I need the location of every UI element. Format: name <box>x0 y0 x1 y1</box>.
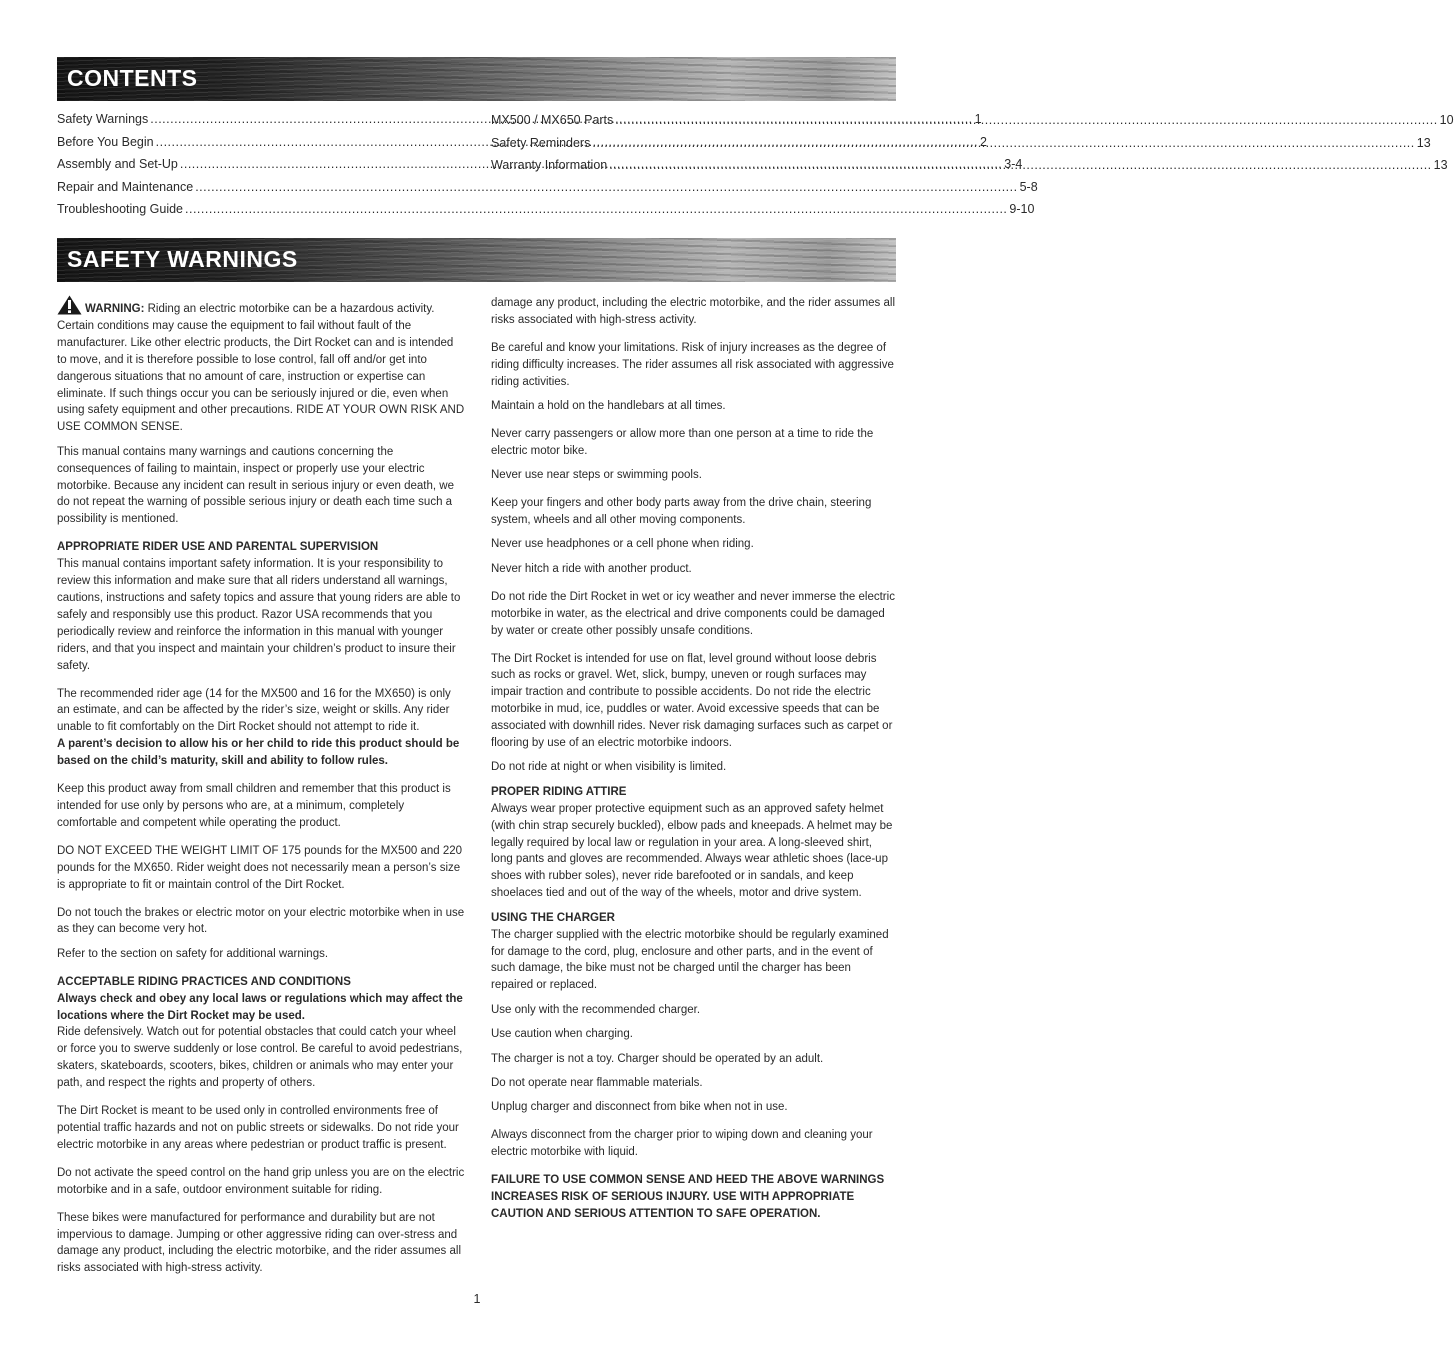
paragraph: The Dirt Rocket is intended for use on flat, level ground without loose debris such as rocks or gravel. Wet, slick, bumpy, uneven or rough surfaces may impair traction and contribute to possible accidents. Do not ride the electric motorbike in mud, ice, puddles or water. Avoid excessive speeds that can be associated with downhill rides. Never risk damaging surfaces such as carpet or flooring by use of an electric motorbike indoors. <box>491 652 893 750</box>
final-warning: FAILURE TO USE COMMON SENSE AND HEED THE ABOVE WARNINGS INCREASES RISK OF SERIOUS INJURY. USE WITH APPROPRIATE CAUTION AND SERIOUS ATTENTION TO SAFE OPERATION. <box>491 1174 885 1220</box>
paragraph: This manual contains important safety information. It is your responsibility to review this information and make sure that all riders understand all warnings, cautions, instructions and safety topics and assure that young riders are able to safely and responsibly use this product. Razor USA recommends that you periodically review and reinforce the information in this manual with younger riders, and that you inspect and maintain your children’s product to insure their safety. <box>57 558 461 672</box>
paragraph: The charger supplied with the electric motorbike should be regularly examined for damage to the cord, plug, enclosure and other parts, and in the event of such damage, the bike must not be charged until the charger has been repaired or replaced. <box>491 928 889 992</box>
paragraph: Never carry passengers or allow more than one person at a time to ride the electric motor bike. <box>491 427 874 457</box>
right-text-column <box>491 295 896 1230</box>
toc-entry[interactable]: MX500 / MX650 Parts ..... 10 <box>491 109 891 132</box>
paragraph: Never hitch a ride with another product. <box>491 562 692 575</box>
paragraph: The recommended rider age (14 for the MX500 and 16 for the MX650) is only an estimate, and can be affected by the rider’s size, weight or skills. Any rider unable to fit comfortably on the Dirt Rocket should not attempt to ride it. A parent’s decision to allow his or her child to ride this product should be based on the child’s maturity, skill and ability to follow rules. <box>57 687 460 768</box>
page-number: 1 <box>473 1292 481 1306</box>
paragraph: Always disconnect from the charger prior to wiping down and cleaning your electric motorbike with liquid. <box>491 1129 873 1159</box>
paragraph: Do not ride at night or when visibility is limited. <box>491 761 727 774</box>
warning-label: WARNING: <box>85 303 145 315</box>
paragraph: Maintain a hold on the handlebars at all times. <box>491 400 726 413</box>
warning-paragraph: WARNING: Riding an electric motorbike can be a hazardous activity. Certain conditions may cause the equipment to fail without fault of the manufacturer. Like other electric products, the Dirt Rocket can and is intended to move, and it is therefore possible to lose control, fall off and/or get into dangerous situations that no amount of care, instruction or expertise can eliminate. If such things occur you can be seriously injured or die, even when using safety equipment and other precautions. RIDE AT YOUR OWN RISK AND USE COMMON SENSE. <box>57 295 465 436</box>
paragraph: Keep this product away from small children and remember that this product is intended for use only by persons who are, at a minimum, completely comfortable and competent while operating the product. <box>57 783 451 829</box>
section-heading: PROPER RIDING ATTIRE <box>491 785 627 798</box>
warning-triangle-icon <box>57 295 82 315</box>
paragraph: Do not touch the brakes or electric motor on your electric motorbike when in use as they can become very hot. <box>57 906 465 936</box>
paragraph: Do not activate the speed control on the hand grip unless you are on the electric motorbike and in a safe, outdoor environment suitable for riding. <box>57 1166 465 1196</box>
paragraph: The Dirt Rocket is meant to be used only in controlled environments free of potential traffic hazards and not on public streets or sidewalks. Do not ride your electric motorbike in any areas where pedestrian or product traffic is present. <box>57 1105 459 1151</box>
paragraph: Unplug charger and disconnect from bike when not in use. <box>491 1101 788 1114</box>
paragraph: Always check and obey any local laws or regulations which may affect the locations where the Dirt Rocket may be used. Ride defensively. Watch out for potential obstacles that could catch your wheel or force you to swerve suddenly or lose control. Be careful to avoid pedestrians, skaters, skateboards, scooters, bikes, children or animals who may enter your path, and respect the rights and property of others. <box>57 992 463 1090</box>
paragraph: These bikes were manufactured for performance and durability but are not impervious to damage. Jumping or other aggressive riding can over-stress and damage any product, including the electric motorbike, and the rider assumes all risks associated with high-stress activity. <box>57 1211 461 1275</box>
paragraph: DO NOT EXCEED THE WEIGHT LIMIT OF 175 pounds for the MX500 and 220 pounds for the MX650. Rider weight does not necessarily mean a person’s size is appropriate to fit or maintain control of the Dirt Rocket. <box>57 844 463 891</box>
toc-entry[interactable]: Warranty Information ..... 13 <box>491 154 891 177</box>
paragraph: Always wear proper protective equipment such as an approved safety helmet (with chin strap securely buckled), elbow pads and kneepads. A helmet may be legally required by local law or regulation in your area. A long-sleeved shirt, long pants and gloves are recommended. Always wear athletic shoes (lace-up shoes with rubber soles), never ride barefooted or in sandals, and keep shoelaces tied and out of the way of the wheels, motor and drive system. <box>491 802 893 900</box>
toc-entry[interactable]: Troubleshooting Guide ..... 9-10 <box>57 198 457 221</box>
toc-entry[interactable]: Before You Begin ..... 2 <box>57 131 457 154</box>
toc-entry[interactable]: Repair and Maintenance ..... 5-8 <box>57 176 457 199</box>
paragraph: Never use near steps or swimming pools. <box>491 469 702 482</box>
paragraph: Do not ride the Dirt Rocket in wet or icy weather and never immerse the electric motorbike in water, as the electrical and drive components could be damaged by water or create other possibly unsafe conditions. <box>491 590 895 637</box>
paragraph: Do not operate near flammable materials. <box>491 1076 703 1089</box>
toc-entry[interactable]: Safety Reminders ..... 13 <box>491 132 891 155</box>
section-heading: ACCEPTABLE RIDING PRACTICES AND CONDITIONS <box>57 975 351 988</box>
toc-entry[interactable]: Safety Warnings ..... 1 <box>57 108 457 131</box>
safety-warnings-heading: SAFETY WARNINGS <box>67 246 298 272</box>
toc-entry[interactable]: Assembly and Set-Up ..... 3-4 <box>57 153 457 176</box>
paragraph: damage any product, including the electric motorbike, and the rider assumes all risks associated with high-stress activity. <box>491 297 895 326</box>
paragraph: Use only with the recommended charger. <box>491 1003 701 1016</box>
section-heading: USING THE CHARGER <box>491 911 615 924</box>
contents-banner <box>57 57 896 101</box>
left-text-column <box>57 295 465 1275</box>
paragraph: Never use headphones or a cell phone when riding. <box>491 538 754 551</box>
section-heading: APPROPRIATE RIDER USE AND PARENTAL SUPERVISION <box>57 541 379 554</box>
paragraph: Refer to the section on safety for additional warnings. <box>57 947 329 960</box>
paragraph: Be careful and know your limitations. Risk of injury increases as the degree of riding difficulty increases. The rider assumes all risk associated with aggressive riding activities. <box>491 341 894 388</box>
paragraph: The charger is not a toy. Charger should be operated by an adult. <box>491 1052 824 1065</box>
contents-heading: CONTENTS <box>67 65 198 91</box>
paragraph: Use caution when charging. <box>491 1028 633 1041</box>
paragraph: This manual contains many warnings and cautions concerning the consequences of failing to maintain, inspect or properly use your electric motorbike. Because any incident can result in serious injury or even death, we do not repeat the warning of possible serious injury or death each time such a possibility is mentioned. <box>57 445 454 526</box>
safety-warnings-banner <box>57 238 896 282</box>
paragraph: Keep your fingers and other body parts away from the drive chain, steering system, wheels and all other moving components. <box>491 497 872 527</box>
